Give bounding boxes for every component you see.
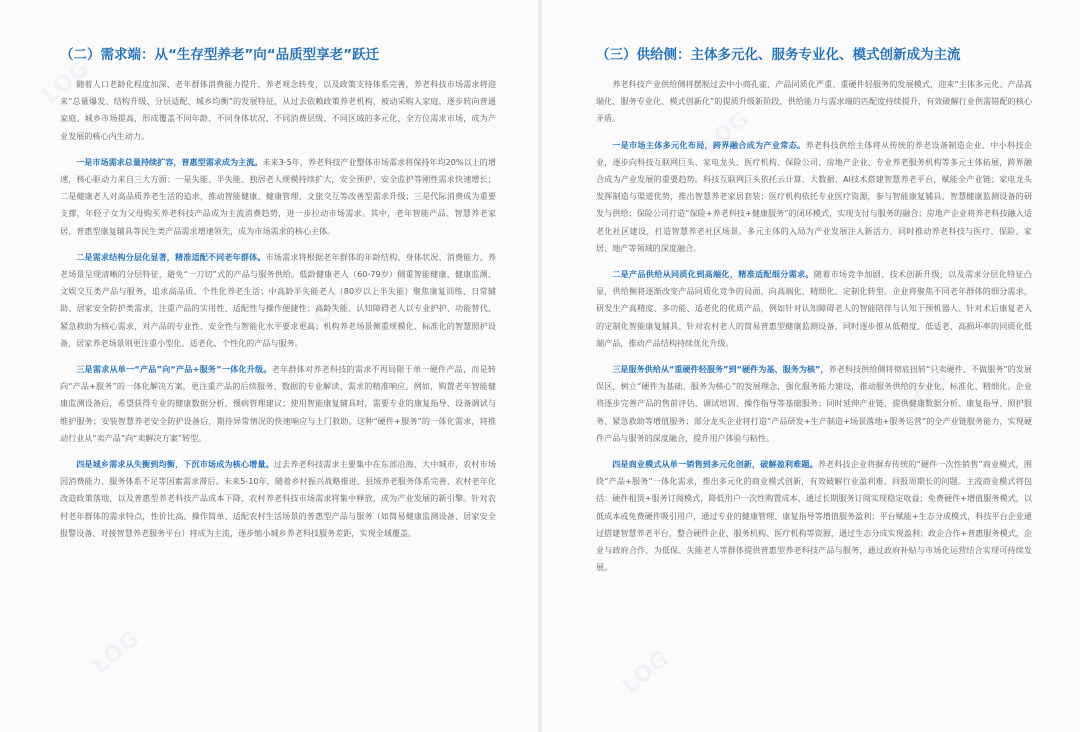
paragraph-text: 随着市场竞争加剧、技术创新升级，以及需求分层化特征凸显，供给侧将逐渐改变产品同质化竞争的局面，向高端化、精细化、定制化转型。企业将聚焦不同老年群体的细分需求，研发生产高精度、多功能、适老化的优质产品，例如针对认知障碍老人的智能陪伴与认知干预机器人、针对术后康复老人的定制化智能康复辅具、针对农村老人的简易普惠型健康监测设备，同时逐步推从低精度、低适老、高损坏率的同质化低端产品，推动产品结构持续优化升级。 — [596, 269, 1032, 348]
watermark: LOG — [298, 285, 355, 340]
watermark: LOG — [698, 105, 755, 160]
watermark: LOG — [38, 55, 95, 110]
paragraph-lead: 二是产品供给从同质化到高端化，精准适配细分需求。 — [612, 269, 814, 280]
body-paragraph — [60, 154, 496, 240]
body-paragraph — [596, 361, 1032, 447]
paragraph-text: 随着人口老龄化程度加深、老年群体消费能力提升、养老观念转变，以及政策支持体系完善，养老科技市场需求将迎来“总量爆发、结构升级、分层适配、城乡均衡”的发展特征，从过去依赖政策养老机构、被动采购入家庭，逐步转向普通家庭、城乡市场提高，形成覆盖不同年龄、不同身体状况、不同消费层级、不同区域的多元化、全方位需求市场，成为产业发展的核心内生动力。 — [60, 79, 496, 141]
body-paragraph — [596, 456, 1032, 576]
paragraph-lead: 一是市场主体多元化布局，跨界融合成为产业常态。 — [612, 139, 806, 150]
page-gutter — [538, 0, 542, 732]
section-title-supply: （三）供给侧：主体多元化、服务专业化、模式创新成为主流 — [596, 47, 961, 63]
paragraph-text: 养老科技产业供给侧将摆脱过去中小商孔雀、产品同质化严重、重硬件轻服务的发展模式，迎来“主体多元化、产品高端化、服务专业化、模式创新化”的提质升级新阶段，供给能力与需求端的匹配度持续提升，有效破解行业供需错配的核心矛盾。 — [596, 79, 1032, 124]
intro-paragraph — [596, 76, 1032, 128]
paragraph-text: 养老科技供给侧将彻底扭转“只卖硬件、不做服务”的发展误区，树立“硬件为基础、服务为核心”的发展理念，强化服务能力建设，推动服务供给的专业化、标准化、精细化。企业将逐步完善产品的售前评估、调试培训、操作指导等基础服务；同时延伸产业链，提供健康数据分析、康复指导、照护服务、紧急救助等增值服务；部分龙头企业将打造“产品研发+生产制造+场景落地+服务运营”的全产业链服务能力，实现硬件产品与服务的深度融合，提升用户体验与粘性。 — [596, 364, 1033, 443]
paragraph-text: 老年群体对养老科技的需求不再局限于单一硬件产品，而是转向“产品+服务”的一体化解决方案，更注重产品的后续服务、数据的专业解读、需求的精准响应。例如，购置老年智能健康监测设备后，希望获得专业的健康数据分析、慢病管理建议；使用智能康复辅具时，需要专业的康复指导、设备调试与维护服务；安装智慧养老安全防护设备后，期待异常情况的快速响应与上门救助。这种“硬件+服务”的一体化需求，将推动行业从“卖产品”向“卖解决方案”转型。 — [60, 364, 496, 443]
paragraph-lead: 二是需求结构分层化显著，精准适配不同老年群体。 — [76, 251, 266, 262]
watermark: LOG — [88, 625, 145, 680]
body-paragraph — [60, 249, 496, 352]
body-paragraph — [596, 266, 1032, 352]
watermark: LOG — [618, 645, 675, 700]
body-paragraph — [60, 361, 496, 447]
paragraph-text: 过去养老科技需求主要集中在东部沿海、大中城市，农村市场因消费能力、服务体系不足等因素需求滞后。未来5-10年，随着乡村振兴战略推进、县域养老服务体系完善、农村老年化改造政策落地，以及普惠型养老科技产品成本下降，农村养老科技市场需求将集中释放，成为产业发展的新引擎。针对农村老年群体的需求特点，性价比高、操作简单、适配农村生活场景的普惠型产品与服务（如简易健康监测设备、居家安全报警设备、对接智慧养老服务平台）将成为主流，逐步缩小城乡养老科技服务差距，实现全域覆盖。 — [60, 459, 496, 538]
paragraph-lead: 四是城乡需求从失衡到均衡，下沉市场成为核心增量。 — [76, 459, 274, 470]
right-page-column — [596, 46, 1032, 585]
left-page-column — [60, 46, 496, 551]
paragraph-text: 养老科技供给主体将从传统的养老设备制造企业、中小科技企业，逐步向科技互联网巨头、家电龙头、医疗机构、保险公司、房地产企业、专业养老服务机构等多元主体拓展，跨界融合成为产业发展的重要趋势。科技互联网巨头依托云计算、大数据、AI技术搭建智慧养老平台，赋能全产业链；家电龙头发挥制造与渠道优势，推出智慧养老家居套装；医疗机构依托专业医疗资源，参与智能康复辅具、智慧健康监测设备的研发与供给；保险公司打造“保险+养老科技+健康服务”的闭环模式，实现支付与服务的融合；房地产企业将养老科技融入适老化社区建设，打造智慧养老社区场景。多元主体的入局为产业发展注入新活力，同时推动养老科技与医疗、保险、家居、地产等领域的深度融合。 — [596, 139, 1032, 253]
section-title-demand: （二）需求端：从“生存型养老”向“品质型享老”跃迁 — [60, 47, 379, 63]
watermark: LOG — [898, 365, 955, 420]
paragraph-lead: 三是需求从单一“产品”向“产品+服务”一体化升级。 — [76, 364, 272, 375]
paragraph-text: 市场需求将根据老年群体的年龄结构、身体状况、消费能力、养老场景呈现清晰的分层特征，避免“一刀切”式的产品与服务供给。低龄健康老人（60-79岁）侧重智能健康、健康监测、文娱交互类产品与服务，追求高品质、个性化养老生活；中高龄半失能老人（80岁以上半失能）聚焦康复训练、日常辅助、居家安全防护类需求，注重产品的实用性、适配性与操作便捷性；高龄失能、认知障碍老人以专业护护、功能替代、紧急救助为核心需求，对产品的专业性、安全性与智能化水平要求更高；机构养老场景侧重规模化、标准化的智慧照护设备，居家养老场景则更注重小型化、适老化、个性化的产品与服务。 — [60, 251, 496, 348]
paragraph-text: 养老科技企业将摒弃传统的“硬件一次性销售”商业模式，围绕“产品+服务”一体化需求，推出多元化的商业模式创新，有效破解行业盈利难、回报周期长的问题。主流商业模式将包括：硬件租赁+服务订阅模式，降低用户一次性购置成本，通过长期服务订阅实现稳定收益；免费硬件+增值服务模式，以低成本或免费硬件吸引用户，通过专业的健康管理、康复指导等增值服务盈利；平台赋能+生态分成模式，科技平台企业通过搭建智慧养老平台，整合硬件企业、服务机构、医疗机构等资源，通过生态分成实现盈利；政企合作+普惠服务模式，企业与政府合作，为低保、失能老人等群体提供普惠型养老科技产品与服务，通过政府补贴与市场化运营结合实现可持续发展。 — [596, 459, 1032, 573]
paragraph-lead: 一是市场需求总量持续扩容，普惠型需求成为主流。 — [76, 156, 263, 167]
body-paragraph — [60, 456, 496, 542]
paragraph-lead: 四是商业模式从单一销售到多元化创新，破解盈利难题。 — [612, 459, 818, 470]
paragraph-lead: 三是服务供给从“重硬件轻服务”到“硬件为基、服务为核”， — [612, 364, 829, 375]
body-paragraph — [596, 137, 1032, 257]
paragraph-text: 未来3-5年，养老科技产业整体市场需求将保持年均20%以上的增速，核心驱动力来自三大方面：一是失能、半失能、独居老人规模持续扩大，安全预护、安全监护等刚性需求快速增长；二是健康老人对高品质养老生活的追求，推动智能健康、健康管理、文旅交互等改善型需求升级；三是代际消费成为重要支撑，年轻子女为父母购买养老科技产品成为主流消费趋势，进一步拉动市场需求。其中，老年智能产品、智慧养老家居、普惠型康复辅具等民生类产品需求增速领先，成为市场需求的核心主体。 — [60, 156, 496, 236]
intro-paragraph — [60, 76, 496, 145]
